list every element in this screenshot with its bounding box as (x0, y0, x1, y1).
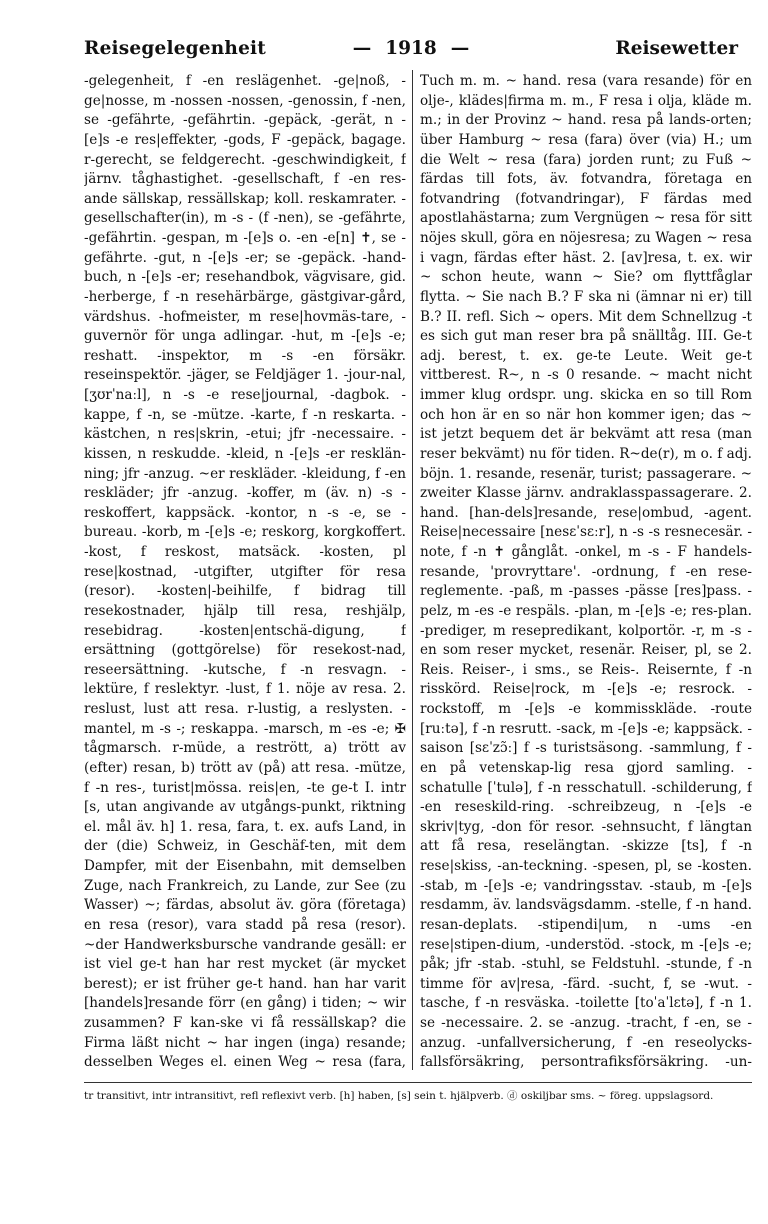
running-header (84, 38, 738, 68)
dash-left: — (352, 38, 372, 59)
page-number: 1918 (385, 38, 437, 59)
right-column (420, 72, 752, 1072)
left-column-text: -gelegenheit, f -en reslägenhet. -ge|noß, -ge|nosse, m -nossen -nossen, -genossin, f -nen, se -gefährte, -gefährtin. -gepäck, -gerät, n -[e]s -e res|effekter, -gods, F -gepäck, bagage. r-gerecht, se feldgerecht. -geschwindigkeit, f järnv. tåghastighet. -gesellschaft, f -en res-ande sällskap, ressällskap; koll. reskamrater. -gesellschafter(in), m -s - (f -nen), se -gefährte, -gefährtin. -gespan, m -[e]s o. -en -e[n] ✝, se -gefährte. -gut, n -[e]s -er; se -gepäck. -hand-buch, n -[e]s -er; resehandbok, vägvisare, gid. -herberge, f -n resehärbärge, gästgivar-gård, värdshus. -hofmeister, m rese|hovmäs-tare, -guvernör för unga adlingar. -hut, m -[e]s -e; reshatt. -inspektor, m -s -en försäkr. reseinspektör. -jäger, se Feldjäger 1. -jour-nal, [ʒʊrˈnaːl], n -s -e rese|journal, -dagbok. -kappe, f -n, se -mütze. -karte, f -n reskarta. -kästchen, n res|skrin, -etui; jfr -necessaire. -kissen, n reskudde. -kleid, n -[e]s -er resklän-ning; jfr -anzug. ~er reskläder. -kleidung, f -en reskläder; jfr -anzug. -koffer, m (äv. n) -s - reskoffert, kappsäck. -kontor, n -s -e, se -bureau. -korb, m -[e]s -e; reskorg, korgkoffert. -kost, f reskost, matsäck. -kosten, pl rese|kostnad, -utgifter, utgifter för resa (resor). -kosten|-beihilfe, f bidrag till resekostnader, hjälp till resa, reshjälp, resebidrag. -kosten|entschä-digung, f ersättning (gottgörelse) för resekost-nad, reseersättning. -kutsche, f -n resvagn. -lektüre, f reslektyr. -lust, f 1. nöje av resa. 2. reslust, lust att resa. r-lustig, a reslysten. -mantel, m -s -; reskappa. -marsch, m -es -e; ✠ tågmarsch. r-müde, a restrött, a) trött av (efter) resan, b) trött av (på) att resa. -mütze, f -n res-, turist|mössa. reis|en, -te ge-t I. intr [s, utan angivande av utgångs-punkt, riktning el. mål äv. h] 1. resa, fara, t. ex. aufs Land, in der (die) Schweiz, in Geschäf-ten, mit dem Dampfer, mit der Eisenbahn, mit demselben Zuge, nach Frankreich, zu Lande, zur See (zu Wasser) ~; färdas, absolut äv. göra (företaga) en resa (resor), vara stadd på resa (resor). ~der Handwerksbursche vandrande gesäll: er ist viel ge-t han har rest mycket (är mycket berest); er ist früher ge-t hand. han har varit [handels]resande förr (en gång) i tiden; ~ wir zusammen? F kan-ske vi få ressällskap? die Firma läßt nicht ~ har ingen (inga) resande; desselben Weges el. einen Weg ~ resa (fara, (84, 73, 406, 1071)
footer-legend: tr transitivt, intr intransitivt, refl reflexivt verb. [h] haben, [s] sein t. hjälpverb. ⓓ oskiljbar sms. ~ föreg. uppslagsord. (84, 1090, 714, 1102)
column-divider (412, 70, 413, 1070)
dash-right: — (450, 38, 470, 59)
right-column-text: Tuch m. m. ~ hand. resa (vara resande) för en olje-, klädes|firma m. m., F resa i olja, kläde m. m.; in der Provinz ~ hand. resa på lands-orten; über Hamburg ~ resa (fara) över (via) H.; um die Welt ~ resa (fara) jorden runt; zu Fuß ~ färdas till fots, äv. fotvandra, företaga en fotvandring (fotvandringar), F färdas med apostlahästarna; zum Vergnügen ~ resa för sitt nöjes skull, göra en nöjesresa; zu Wagen ~ resa i vagn, färdas efter häst. 2. [av]resa, t. ex. wir ~ schon heute, wann ~ Sie? om flyttfåglar flytta. ~ Sie nach B.? F ska ni (ämnar ni er) till B.? II. refl. Sich ~ opers. Mit dem Schnellzug -t es sich gut man reser bra på snälltåg. III. Ge-t adj. berest, t. ex. ge-te Leute. Weit ge-t vittberest. R~, n -s 0 resande. ~ macht nicht immer klug ordspr. ung. skicka en so till Rom och hon är en so när hon kommer igen; das ~ ist jetzt bequem det är bekvämt att resa (man reser bekvämt) nu för tiden. R~de(r), m o. f adj. böjn. 1. resande, resenär, turist; passagerare. ~ zweiter Klasse järnv. andraklasspassagerare. 2. hand. [han-dels]resande, rese|ombud, -agent. Reise|necessaire [nesɛˈsɛːr], n -s -s resnecesär. -note, f -n ✝ gånglåt. -onkel, m -s - F handels-resande, 'provryttare'. -ordnung, f -en rese-reglemente. -paß, m -passes -pässe [res]pass. -pelz, m -es -e respäls. -plan, m -[e]s -e; res-plan. -prediger, m resepredikant, kolportör. -r, m -s - en som reser mycket, resenär. Reiser, pl, se 2. Reis. Reiser-, i sms., se Reis-. Reisernte, f -n risskörd. Reise|rock, m -[e]s -e; resrock. -rockstoff, m -[e]s -e kommisskläde. -route [ruːtə], f -n resrutt. -sack, m -[e]s -e; kappsäck. -saison [sɛˈzɔ̃ː] f -s turistsäsong. -sammlung, f -en på vetenskap-lig resa gjord samling. -schatulle [ˈtulə], f -n resschatull. -schilderung, f -en reseskild-ring. -schreibzeug, n -[e]s -e skriv|tyg, -don för resor. -sehnsucht, f längtan att få resa, reselängtan. -skizze [ts], f -n rese|skiss, -an-teckning. -spesen, pl, se -kosten. -stab, m -[e]s -e; vandringsstav. -staub, m -[e]s resdamm, äv. landsvägsdamm. -stelle, f -n hand. resan-deplats. -stipendi|um, n -ums -en rese|stipen-dium, -understöd. -stock, m -[e]s -e; påk; jfr -stab. -stuhl, se Feldstuhl. -stunde, f -n timme för av|resa, -färd. -sucht, f, se -wut. -tasche, f -n resväska. -toilette [toˈaˈlɛtə], f -n 1. se -necessaire. 2. se -anzug. -tracht, f -en, se -anzug. -unfallversicherung, f -en reseolycks-fallsförsäkring, persontrafiksförsäkring. -un- (420, 73, 752, 1071)
footer-divider (84, 1082, 752, 1083)
header-right-guide-word: Reisewetter (615, 38, 738, 59)
left-column (84, 72, 406, 1072)
header-left-guide-word: Reisegelegenheit (84, 38, 267, 59)
